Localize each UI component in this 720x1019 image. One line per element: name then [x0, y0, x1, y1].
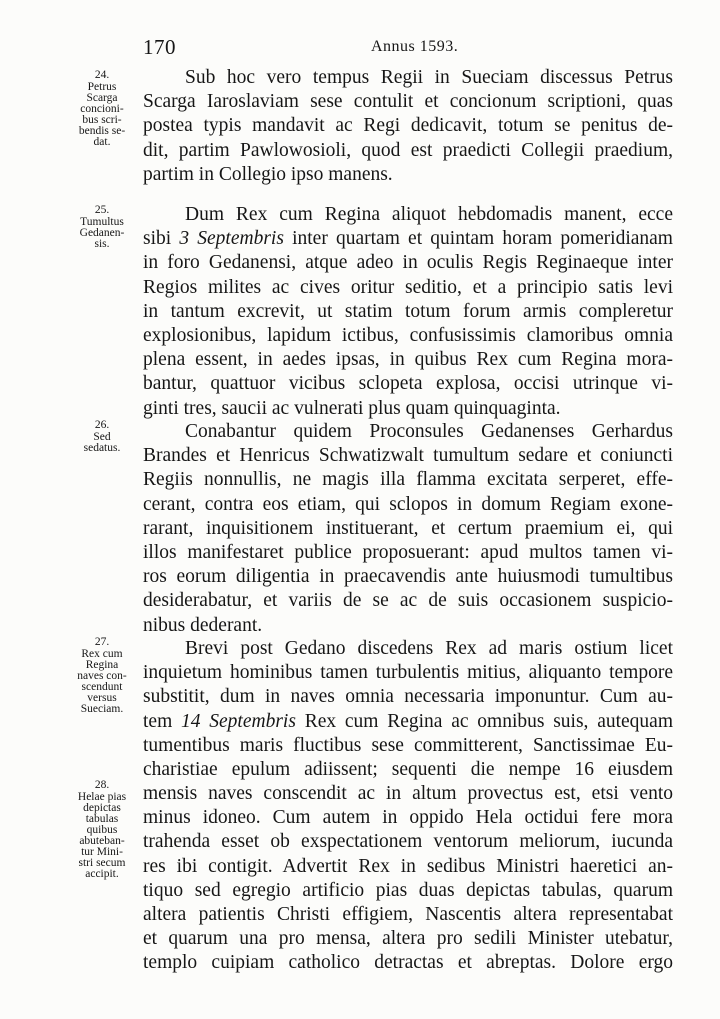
margin-note-line: depictas	[83, 802, 121, 814]
margin-note-line: sedatus.	[83, 442, 121, 454]
date-italic: 14 Septembris	[181, 710, 296, 732]
text-line: Regiis nonnullis, ne magis illa flamma excitata serperet, effe-	[143, 469, 673, 491]
text-line: Brandes et Henricus Schwatizwalt tumultum sedare et coniuncti	[143, 445, 673, 467]
text-line: nibus dederant.	[143, 614, 263, 636]
margin-note-line: bus scri-	[82, 114, 122, 126]
text-line: altera patientis Christi effigiem, Nascentis altera representabat	[143, 903, 673, 925]
text-line: ros eorum diligentia in praecavendis ante huiusmodi tumultibus	[143, 566, 673, 588]
text-line: trahenda esset ob exspectationem ventorum meliorum, iucunda	[143, 831, 673, 853]
text-line: bantur, quattuor vicibus sclopeta explosa, occisi utrinque vi-	[143, 373, 673, 395]
margin-note-line: quibus	[86, 824, 118, 836]
margin-number: 27.	[94, 636, 110, 648]
page-number: 170	[143, 35, 176, 59]
margin-note-line: sis.	[94, 238, 110, 250]
paragraph-5	[143, 782, 673, 976]
text-line: rarant, inquisitionem instituerant, et certum praemium ei, qui	[143, 517, 673, 539]
date-italic: 3 Septembris	[179, 228, 284, 250]
paragraph-2	[143, 203, 673, 421]
text-line: partim in Collegio ipso manens.	[143, 163, 393, 185]
text-line: explosionibus, lapidum ictibus, confusissimis clamoribus omnia	[143, 324, 673, 346]
margin-note-line: versus	[87, 692, 117, 704]
text-line: dit, partim Pawlowosioli, quod est praedicti Collegii praedium,	[143, 139, 673, 161]
page-title: Annus 1593.	[371, 38, 459, 55]
margin-note-line: tur Mini-	[81, 846, 123, 858]
text-line: cerant, contra eos etiam, qui sclopos in domum Regiam exone-	[143, 493, 673, 515]
text-line: Sub hoc vero tempus Regii in Sueciam discessus Petrus	[185, 67, 673, 88]
text-line: tiquo sed egregio artificio pias duas depictas tabulas, quarum	[143, 879, 673, 901]
text-line: in tantum excrevit, ut statim totum forum armis compleretur	[143, 300, 673, 322]
text-line: desiderabatur, et variis de se ac de suis occasionem suspicio-	[143, 590, 673, 612]
margin-note-line: Helae pias	[77, 791, 127, 803]
margin-number: 26.	[94, 419, 110, 431]
text-line: sibi 3 Septembris inter quartam et quintam horam pomeridianam	[143, 228, 673, 250]
margin-note-line: dat.	[93, 136, 111, 148]
margin-note-line: Tumultus	[80, 216, 124, 228]
margin-number: 24.	[94, 69, 110, 81]
margin-note-2	[62, 205, 142, 250]
margin-note-5	[62, 780, 142, 880]
text-line: Dum Rex cum Regina aliquot hebdomadis manent, ecce	[185, 204, 673, 225]
margin-note-line: abuteban-	[79, 835, 125, 847]
margin-note-line: accipit.	[85, 868, 119, 880]
margin-note-line: tabulas	[85, 813, 119, 825]
margin-note-line: scendunt	[81, 681, 123, 693]
text-line: Conabantur quidem Proconsules Gedanenses Gerhardus	[185, 421, 673, 442]
margin-note-line: naves con-	[77, 670, 127, 682]
margin-note-line: Petrus	[87, 81, 117, 93]
margin-note-line: Gedanen-	[79, 227, 125, 239]
margin-note-line: stri secum	[78, 857, 126, 869]
text-line: Brevi post Gedano discedens Rex ad maris ostium licet	[185, 638, 673, 659]
text-line: et quarum una pro mensa, altera pro sedili Minister utebatur,	[143, 928, 673, 950]
text-line: templo cuipiam catholico detractas et abreptas. Dolore ergo	[143, 952, 673, 974]
margin-note-1	[62, 70, 142, 148]
margin-note-line: Sueciam.	[80, 703, 124, 715]
text-line: plena essent, in aedes ipsas, in quibus Rex cum Regina mora-	[143, 349, 673, 371]
running-header	[143, 35, 673, 65]
text-line: postea typis mandavit ac Regi dedicavit, totum se penitus de-	[143, 115, 673, 137]
paragraph-1	[143, 66, 673, 187]
margin-note-line: Scarga	[86, 92, 118, 104]
paragraph-3	[143, 420, 673, 638]
text-line: tumentibus maris fluctibus sese committerent, Sanctissimae Eu-	[143, 734, 673, 756]
margin-number: 28.	[94, 779, 110, 791]
text-line: charistiae epulum adiissent; sequenti die nempe 16 eiusdem	[143, 758, 673, 780]
text-line: substitit, dum in naves omnia necessaria imponuntur. Cum au-	[143, 686, 673, 708]
margin-note-line: Sed	[93, 431, 111, 443]
text-line: minus idoneo. Cum autem in oppido Hela octidui fere mora	[143, 807, 673, 829]
margin-note-4	[62, 637, 142, 715]
margin-note-line: Regina	[85, 659, 119, 671]
margin-note-line: Rex cum	[81, 648, 123, 660]
text-line: illos manifestaret publice proposuerant: apud multos tamen vi-	[143, 541, 673, 563]
margin-number: 25.	[94, 204, 110, 216]
text-line: mensis naves conscendit ac in altum provectus est, etsi vento	[143, 783, 673, 804]
margin-note-3	[62, 420, 142, 454]
paragraph-4	[143, 637, 673, 782]
margin-note-line: concioni-	[80, 103, 124, 115]
text-line: inquietum hominibus tamen turbulentis mitius, aliquanto tempore	[143, 662, 673, 684]
text-line: res ibi contigit. Advertit Rex in sedibus Ministri haeretici an-	[143, 855, 673, 877]
text-line: ginti tres, saucii ac vulnerati plus quam quinquaginta.	[143, 397, 561, 419]
margin-note-line: bendis se-	[78, 125, 126, 137]
text-line: Regios milites ac cives oritur seditio, et a principio satis levi	[143, 276, 673, 298]
text-line: in foro Gedanensi, atque adeo in oculis Regis Reginaeque inter	[143, 252, 673, 274]
text-line: Scarga Iaroslaviam sese contulit et concionum scriptioni, quas	[143, 91, 673, 113]
text-line: tem 14 Septembris Rex cum Regina ac omnibus suis, autequam	[143, 710, 673, 732]
